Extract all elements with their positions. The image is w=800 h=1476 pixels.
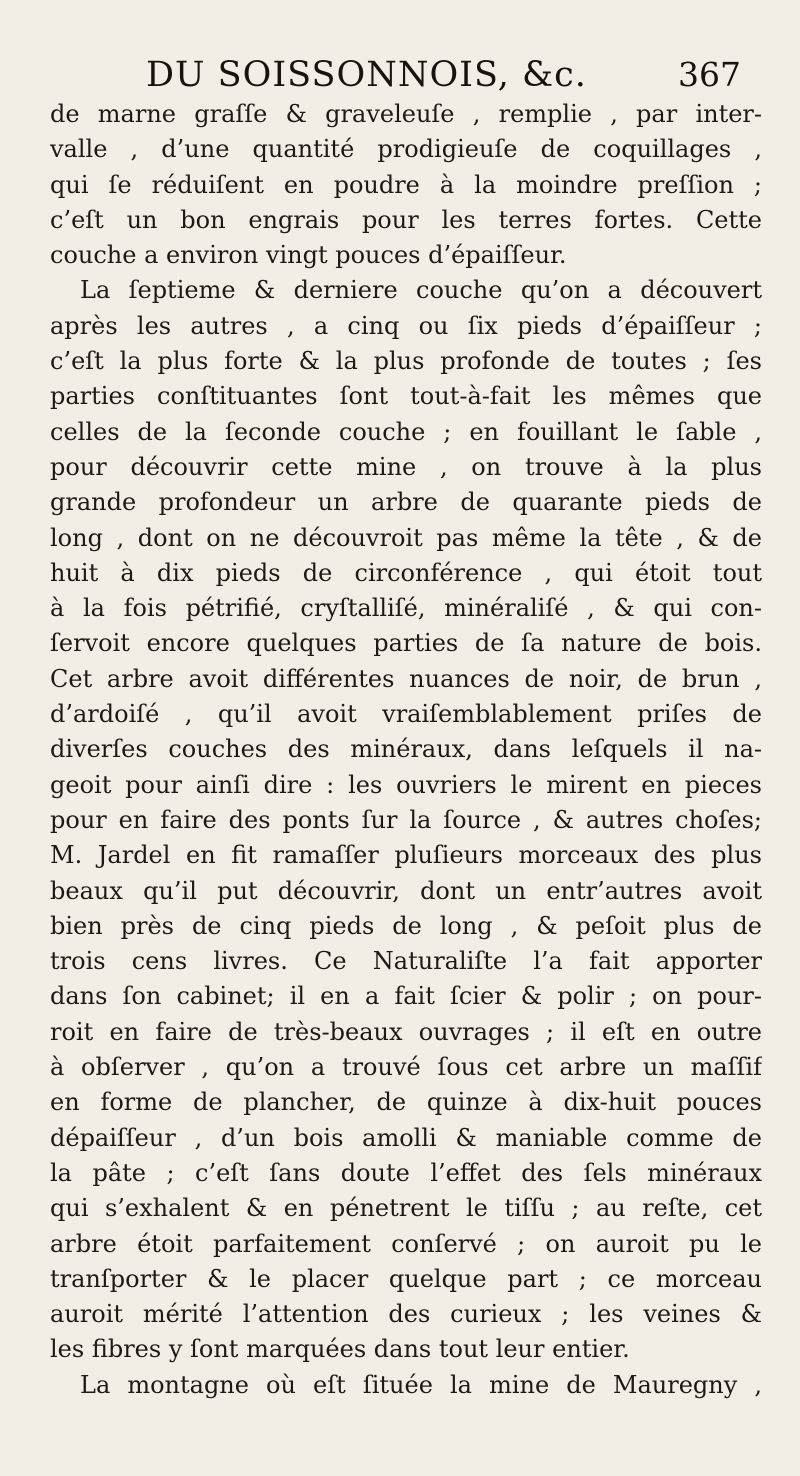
text-line: à la fois pétrifié, cryſtalliſé, minéraliſé , & qui con- [50,594,762,623]
text-line: Cet arbre avoit différentes nuances de noir, de brun , [50,664,762,693]
text-line: qui ſe réduiſent en poudre à la moindre preſſion ; [50,170,762,199]
text-line: beaux qu’il put découvrir, dont un entr’autres avoit [50,876,762,905]
text-line: c’eſt la plus forte & la plus profonde de toutes ; ſes [50,347,762,376]
text-line: arbre étoit parfaitement conſervé ; on auroit pu le [50,1229,762,1258]
text-line: à obſerver , qu’on a trouvé ſous cet arbre un maſſif [50,1053,762,1082]
text-line: La ſeptieme & derniere couche qu’on a découvert [80,276,762,305]
text-line: diverſes couches des minéraux, dans leſquels il na- [50,735,762,764]
text-line: auroit mérité l’attention des curieux ; les veines & [50,1300,762,1329]
text-line: long , dont on ne découvroit pas même la tête , & de [50,523,762,552]
text-line: grande profondeur un arbre de quarante pieds de [50,488,762,517]
text-line: celles de la ſeconde couche ; en fouillant le ſable , [50,417,762,446]
text-line: pour en faire des ponts ſur la ſource , & autres choſes; [50,805,762,834]
text-line: huit à dix pieds de circonférence , qui étoit tout [50,558,762,587]
text-line: M. Jardel en fit ramaſſer pluſieurs morceaux des plus [50,841,762,870]
text-line: parties conſtituantes ſont tout-à-fait les mêmes que [50,382,762,411]
text-line: dans ſon cabinet; il en a fait ſcier & polir ; on pour- [50,982,762,1011]
text-line: couche a environ vingt pouces d’épaiſſeur. [50,241,567,270]
text-line: La montagne où eſt ſituée la mine de Mauregny , [80,1370,762,1399]
text-line: dépaiſſeur , d’un bois amolli & maniable comme de [50,1123,762,1152]
text-line: valle , d’une quantité prodigieuſe de coquillages , [50,135,762,164]
text-line: les fibres y ſont marquées dans tout leur entier. [50,1335,630,1364]
text-line: la pâte ; c’eſt ſans doute l’effet des ſels minéraux [50,1158,762,1187]
text-line: après les autres , a cinq ou ſix pieds d’épaiſſeur ; [50,311,762,340]
text-line: en forme de plancher, de quinze à dix-huit pouces [50,1088,762,1117]
text-line: bien près de cinq pieds de long , & peſoit plus de [50,911,762,940]
text-line: ſervoit encore quelques parties de ſa nature de bois. [50,629,762,658]
text-line: geoit pour ainſi dire : les ouvriers le mirent en pieces [50,770,762,799]
running-head: DU SOISSONNOIS, &c. [146,55,587,95]
text-line: d’ardoiſé , qu’il avoit vraiſemblablement priſes de [50,700,762,729]
page-header [0,52,800,98]
text-line: pour découvrir cette mine , on trouve à la plus [50,452,762,481]
text-line: roit en faire de très-beaux ouvrages ; il eſt en outre [50,1017,762,1046]
text-line: de marne graſſe & graveleuſe , remplie , par inter- [50,100,762,128]
text-line: c’eſt un bon engrais pour les terres fortes. Cette [50,205,762,234]
body-text [50,97,762,1403]
page-number: 367 [678,55,741,94]
text-line: tranſporter & le placer quelque part ; ce morceau [50,1264,762,1293]
text-line: trois cens livres. Ce Naturaliſte l’a fait apporter [50,947,762,976]
text-line: qui s’exhalent & en pénetrent le tiſſu ; au reſte, cet [50,1194,762,1223]
